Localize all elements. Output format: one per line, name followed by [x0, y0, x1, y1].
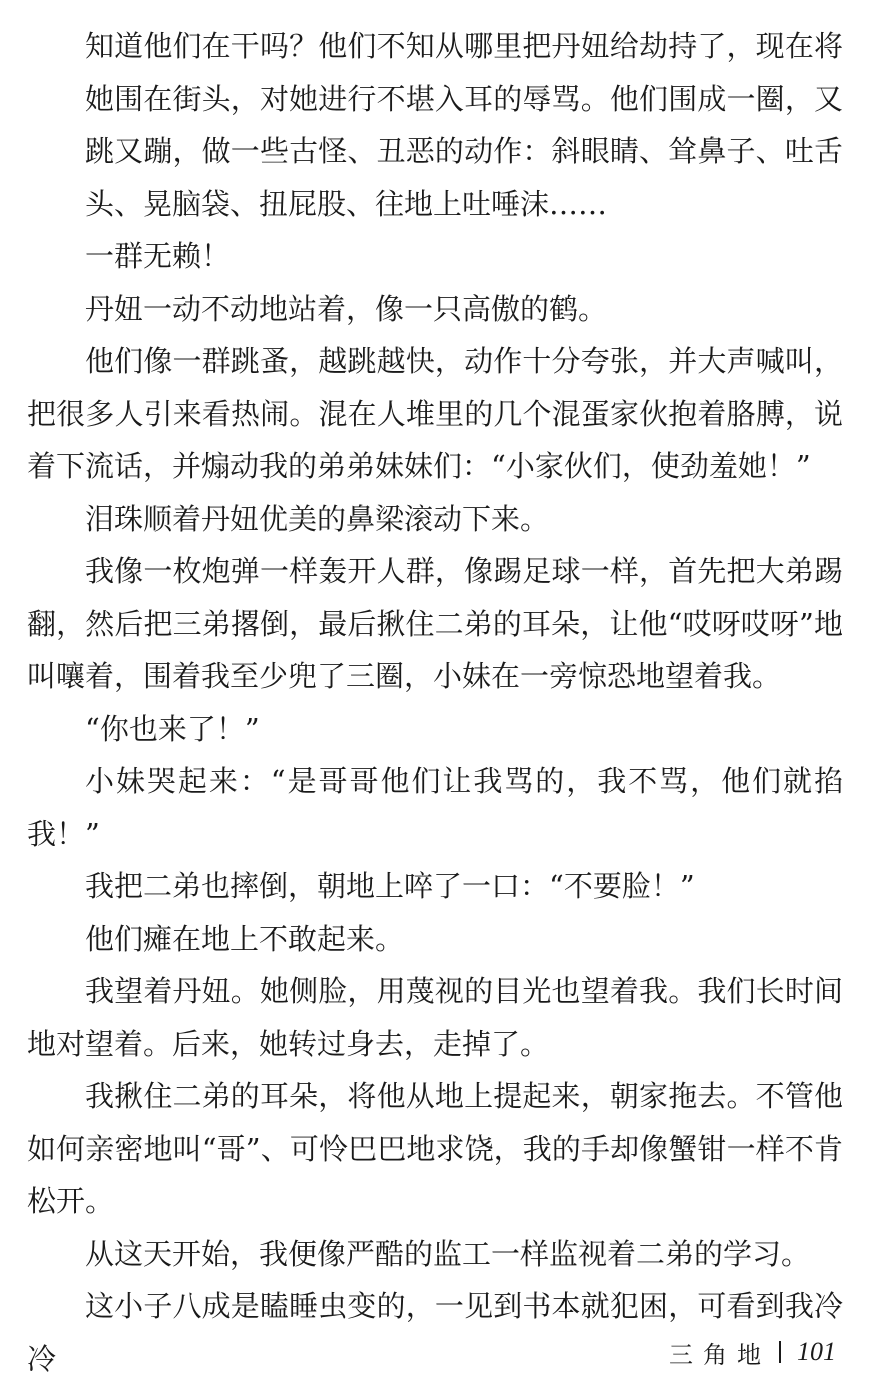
paragraph: 泪珠顺着丹妞优美的鼻梁滚动下来。 — [85, 501, 550, 536]
paragraph: 他们像一群跳蚤，越跳越快，动作十分夸张，并大声喊叫，把很多人引来看热闹。混在人堆里的几个混蛋家伙抱着胳膊，说着下流话，并煽动我的弟弟妹妹们：“小家伙们，使劲羞她！” — [27, 344, 843, 483]
paragraph: 我把二弟也摔倒，朝地上啐了一口：“不要脸！” — [85, 869, 695, 903]
paragraph: 我像一枚炮弹一样轰开人群，像踢足球一样，首先把大弟踢翻，然后把三弟撂倒，最后揪住二弟的耳朵，让他“哎呀哎呀”地叫嚷着，围着我至少兜了三圈，小妹在一旁惊恐地望着我。 — [27, 554, 843, 693]
paragraph: “你也来了！” — [85, 711, 260, 746]
running-head: 三角地 — [669, 1340, 771, 1369]
paragraph: 一群无赖！ — [85, 239, 231, 273]
paragraph: 我揪住二弟的耳朵，将他从地上提起来，朝家拖去。不管他如何亲密地叫“哥”、可怜巴巴地求饶，我的手却像蟹钳一样不肯松开。 — [27, 1079, 843, 1218]
body-text — [27, 20, 843, 1385]
paragraph: 这小子八成是瞌睡虫变的，一见到书本就犯困，可看到我冷冷 — [27, 1289, 843, 1376]
page-number: 101 — [797, 1337, 836, 1366]
paragraph: 丹妞一动不动地站着，像一只高傲的鹤。 — [85, 291, 608, 326]
paragraph: 我望着丹妞。她侧脸，用蔑视的目光也望着我。我们长时间地对望着。后来，她转过身去，走掉了。 — [27, 974, 843, 1061]
paragraph: 他们瘫在地上不敢起来。 — [85, 921, 405, 956]
paragraph: 知道他们在干吗？他们不知从哪里把丹妞给劫持了，现在将她围在街头，对她进行不堪入耳的辱骂。他们围成一圈，又跳又蹦，做一些古怪、丑恶的动作：斜眼睛、耸鼻子、吐舌头、晃脑袋、扭屁股、往地上吐唾沫…… — [85, 29, 843, 221]
page-footer — [669, 1332, 836, 1372]
footer-divider — [779, 1341, 781, 1363]
paragraph: 小妹哭起来：“是哥哥他们让我骂的，我不骂，他们就掐我！” — [27, 764, 843, 851]
paragraph: 从这天开始，我便像严酷的监工一样监视着二弟的学习。 — [85, 1236, 811, 1271]
